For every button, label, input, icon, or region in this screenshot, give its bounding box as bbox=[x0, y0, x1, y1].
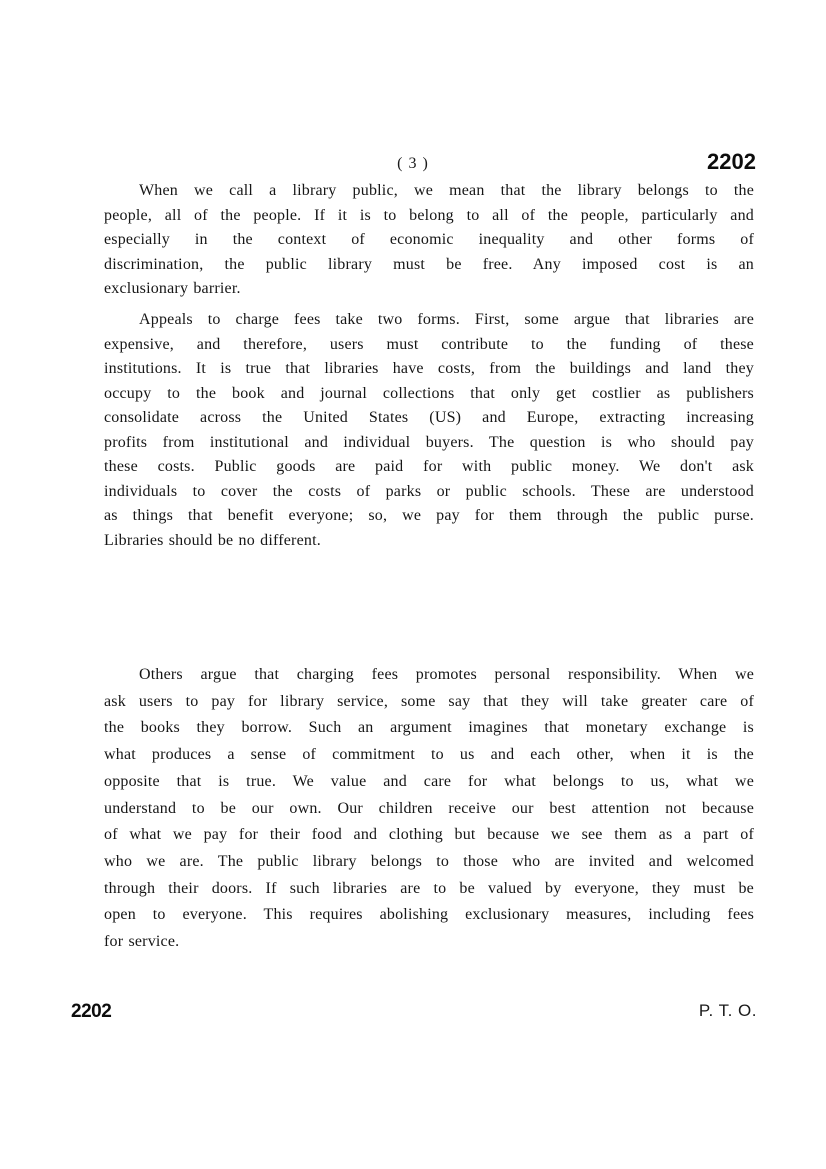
text-line: expensive, and therefore, users must contribute to the funding of these bbox=[104, 335, 754, 353]
text-line: what produces a sense of commitment to us and each other, when it is the bbox=[104, 746, 754, 764]
text-line: When we call a library public, we mean that the library belongs to the bbox=[139, 182, 754, 199]
footer-page-turn-note: P. T. O. bbox=[698, 1001, 757, 1020]
footer-booklet-code: 2202 bbox=[71, 1001, 112, 1022]
text-line: consolidate across the United States (US) and Europe, extracting increasing bbox=[104, 409, 754, 426]
header-booklet-code: 2202 bbox=[707, 149, 756, 174]
text-line: profits from institutional and individual buyers. The question is who should pay bbox=[104, 433, 754, 451]
text-line: open to everyone. This requires abolishing exclusionary measures, including fees bbox=[104, 906, 754, 924]
text-line: understand to be our own. Our children receive our best attention not because bbox=[104, 799, 754, 817]
text-line: institutions. It is true that libraries have costs, from the buildings and land they bbox=[104, 360, 754, 377]
text-line: for service. bbox=[104, 933, 180, 951]
text-line: through their doors. If such libraries are to be valued by everyone, they must be bbox=[104, 879, 754, 897]
text-line: the books they borrow. Such an argument imagines that monetary exchange is bbox=[104, 719, 754, 737]
text-line: especially in the context of economic inequality and other forms of bbox=[104, 231, 754, 248]
text-line: occupy to the book and journal collections that only get costlier as publishers bbox=[104, 384, 754, 402]
text-line: exclusionary barrier. bbox=[104, 280, 241, 297]
text-line: of what we pay for their food and clothing but because we see them as a part of bbox=[104, 826, 754, 844]
text-line: Appeals to charge fees take two forms. First, some argue that libraries are bbox=[139, 311, 754, 328]
paragraph-personal-responsibility bbox=[104, 662, 754, 956]
text-line: people, all of the people. If it is to belong to all of the people, particularly and bbox=[104, 206, 754, 224]
text-line: discrimination, the public library must be free. Any imposed cost is an bbox=[104, 255, 754, 273]
text-line: ask users to pay for library service, some say that they will take greater care of bbox=[104, 692, 754, 710]
text-line: these costs. Public goods are paid for with public money. We don't ask bbox=[104, 458, 754, 475]
text-line: opposite that is true. We value and care for what belongs to us, what we bbox=[104, 772, 754, 790]
paragraph-library-public bbox=[104, 179, 754, 302]
text-line: individuals to cover the costs of parks or public schools. These are understood bbox=[104, 482, 754, 500]
text-line: as things that benefit everyone; so, we pay for them through the public purse. bbox=[104, 507, 754, 524]
header-page-number: ( 3 ) bbox=[397, 155, 429, 172]
paragraph-appeals-to-charge-fees bbox=[104, 308, 754, 553]
text-line: Libraries should be no different. bbox=[104, 531, 321, 549]
text-line: who we are. The public library belongs to those who are invited and welcomed bbox=[104, 852, 754, 870]
text-line: Others argue that charging fees promotes personal responsibility. When we bbox=[139, 666, 754, 683]
